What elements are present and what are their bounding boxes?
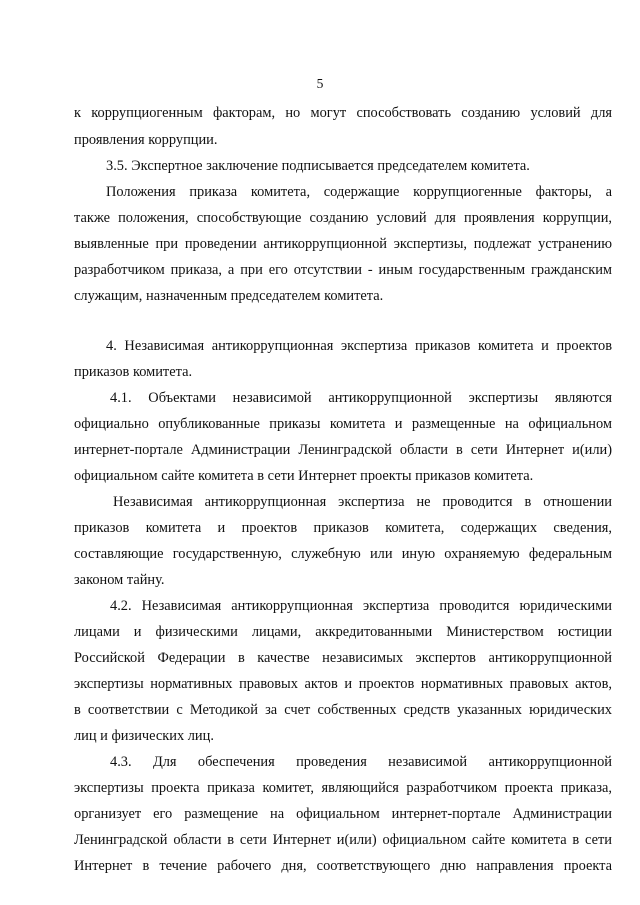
text-line: интернет-портале Администрации Ленинградской области в сети Интернет и(или) — [74, 442, 612, 458]
text-line: официальном сайте комитета в сети Интернет проекты приказов комитета. — [74, 468, 534, 484]
text-line: экспертизы проекта приказа комитет, являющийся разработчиком проекта приказа, — [74, 780, 612, 796]
text-line: 4.2. Независимая антикоррупционная экспертиза проводится юридическими — [110, 598, 612, 614]
text-line: организует его размещение на официальном интернет-портале Администрации — [74, 806, 612, 822]
text-line: составляющие государственную, служебную или иную охраняемую федеральным — [74, 546, 612, 562]
section-heading: приказов комитета. — [74, 364, 193, 380]
section-heading: 4. Независимая антикоррупционная экспертиза приказов комитета и проектов — [106, 338, 612, 354]
text-line: Положения приказа комитета, содержащие коррупциогенные факторы, а — [106, 184, 612, 200]
text-line: законом тайну. — [74, 572, 165, 588]
page-number: 5 — [316, 76, 324, 91]
text-line: разработчиком приказа, а при его отсутствии - иным государственным гражданским — [74, 262, 612, 278]
text-line: Интернет в течение рабочего дня, соответствующего дню направления проекта — [74, 858, 612, 874]
text-line: выявленные при проведении антикоррупционной экспертизы, подлежат устранению — [74, 236, 612, 252]
text-line: также положения, способствующие созданию условий для проявления коррупции, — [74, 210, 612, 226]
text-line: 3.5. Экспертное заключение подписывается председателем комитета. — [106, 158, 530, 174]
text-line: к коррупциогенным факторам, но могут способствовать созданию условий для — [74, 105, 612, 121]
text-line: лиц и физических лиц. — [74, 728, 214, 744]
text-line: 4.1. Объектами независимой антикоррупционной экспертизы являются — [110, 390, 612, 406]
text-line: экспертизы нормативных правовых актов и проектов нормативных правовых актов, — [74, 676, 612, 692]
text-line: в соответствии с Методикой за счет собственных средств указанных юридических — [74, 702, 612, 718]
text-line: приказов комитета и проектов приказов комитета, содержащих сведения, — [74, 520, 612, 536]
text-line: Независимая антикоррупционная экспертиза не проводится в отношении — [113, 494, 612, 510]
text-line: Ленинградской области в сети Интернет и(или) официальном сайте комитета в сети — [74, 832, 612, 848]
text-line: проявления коррупции. — [74, 132, 218, 148]
text-line: Российской Федерации в качестве независимых экспертов антикоррупционной — [74, 650, 612, 666]
text-line: официально опубликованные приказы комитета и размещенные на официальном — [74, 416, 612, 432]
text-line: лицами и физическими лицами, аккредитованными Министерством юстиции — [74, 624, 612, 640]
text-line: 4.3. Для обеспечения проведения независимой антикоррупционной — [110, 754, 612, 770]
text-line: служащим, назначенным председателем комитета. — [74, 288, 384, 304]
